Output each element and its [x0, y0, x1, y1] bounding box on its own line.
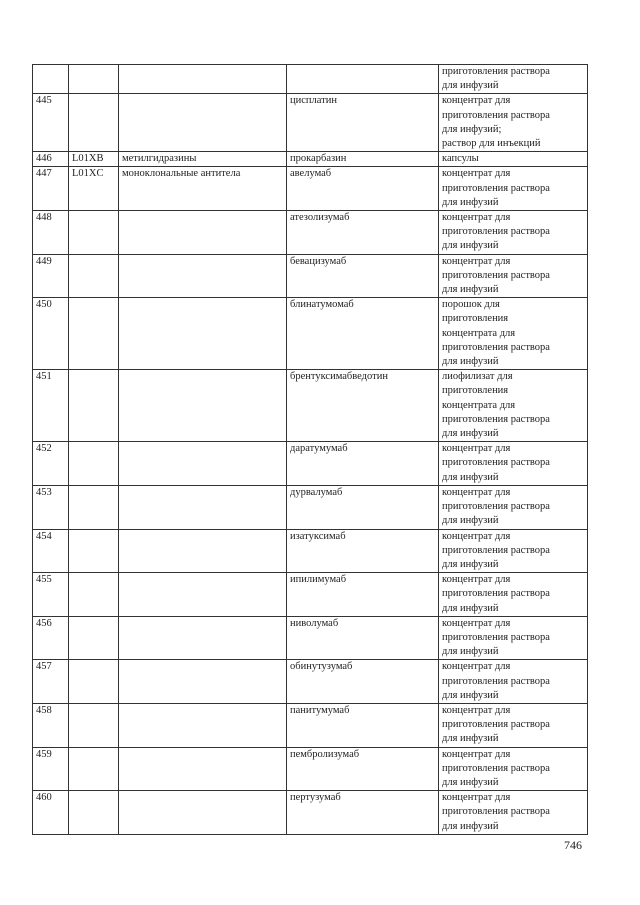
- group-name-cell: [119, 791, 287, 835]
- table-row: [33, 791, 588, 835]
- atc-code-cell: [69, 94, 119, 152]
- table-row: [33, 211, 588, 255]
- row-number-cell: 447: [33, 167, 69, 211]
- dosage-form-cell: концентрат для приготовления раствора для инфузий: [439, 485, 588, 529]
- row-number-cell: 450: [33, 298, 69, 370]
- drug-name-cell: пертузумаб: [287, 791, 439, 835]
- drug-name-cell: изатуксимаб: [287, 529, 439, 573]
- dosage-form-cell: приготовления раствора для инфузий: [439, 65, 588, 94]
- atc-code-cell: [69, 747, 119, 791]
- drug-name-cell: пембролизумаб: [287, 747, 439, 791]
- dosage-form-cell: концентрат для приготовления раствора для инфузий: [439, 660, 588, 704]
- drug-name-cell: блинатумомаб: [287, 298, 439, 370]
- dosage-form-cell: капсулы: [439, 152, 588, 167]
- row-number-cell: 446: [33, 152, 69, 167]
- drug-name-cell: панитумумаб: [287, 703, 439, 747]
- drug-name-cell: ипилимумаб: [287, 573, 439, 617]
- group-name-cell: [119, 703, 287, 747]
- atc-code-cell: [69, 791, 119, 835]
- group-name-cell: моноклональные антитела: [119, 167, 287, 211]
- drug-name-cell: атезолизумаб: [287, 211, 439, 255]
- dosage-form-cell: концентрат для приготовления раствора для инфузий: [439, 167, 588, 211]
- group-name-cell: [119, 442, 287, 486]
- table-row: [33, 703, 588, 747]
- group-name-cell: [119, 370, 287, 442]
- table-row: [33, 616, 588, 660]
- table-row: [33, 254, 588, 298]
- table-row: [33, 370, 588, 442]
- atc-code-cell: [69, 485, 119, 529]
- row-number-cell: 455: [33, 573, 69, 617]
- dosage-form-cell: концентрат для приготовления раствора для инфузий: [439, 703, 588, 747]
- atc-code-cell: L01XB: [69, 152, 119, 167]
- atc-code-cell: [69, 660, 119, 704]
- group-name-cell: [119, 529, 287, 573]
- dosage-form-cell: концентрат для приготовления раствора для инфузий: [439, 254, 588, 298]
- table-row: [33, 167, 588, 211]
- dosage-form-cell: концентрат для приготовления раствора для инфузий: [439, 616, 588, 660]
- table-row: [33, 529, 588, 573]
- group-name-cell: [119, 298, 287, 370]
- drug-name-cell: цисплатин: [287, 94, 439, 152]
- row-number-cell: 454: [33, 529, 69, 573]
- dosage-form-cell: порошок для приготовления концентрата для приготовления раствора для инфузий: [439, 298, 588, 370]
- atc-code-cell: [69, 211, 119, 255]
- atc-code-cell: [69, 529, 119, 573]
- atc-code-cell: [69, 703, 119, 747]
- drug-name-cell: дурвалумаб: [287, 485, 439, 529]
- page-number: 746: [564, 838, 582, 852]
- table-row: [33, 94, 588, 152]
- atc-code-cell: [69, 65, 119, 94]
- group-name-cell: [119, 211, 287, 255]
- drug-name-cell: [287, 65, 439, 94]
- group-name-cell: [119, 65, 287, 94]
- atc-code-cell: [69, 573, 119, 617]
- table-row: [33, 442, 588, 486]
- row-number-cell: 456: [33, 616, 69, 660]
- group-name-cell: [119, 94, 287, 152]
- atc-code-cell: [69, 298, 119, 370]
- dosage-form-cell: концентрат для приготовления раствора для инфузий: [439, 747, 588, 791]
- table-row: [33, 573, 588, 617]
- row-number-cell: 453: [33, 485, 69, 529]
- dosage-form-cell: концентрат для приготовления раствора для инфузий: [439, 211, 588, 255]
- row-number-cell: 459: [33, 747, 69, 791]
- group-name-cell: [119, 485, 287, 529]
- row-number-cell: [33, 65, 69, 94]
- drug-name-cell: обинутузумаб: [287, 660, 439, 704]
- row-number-cell: 457: [33, 660, 69, 704]
- drug-name-cell: брентуксимабведотин: [287, 370, 439, 442]
- row-number-cell: 445: [33, 94, 69, 152]
- atc-code-cell: L01XC: [69, 167, 119, 211]
- drug-name-cell: даратумумаб: [287, 442, 439, 486]
- table-row: [33, 747, 588, 791]
- row-number-cell: 460: [33, 791, 69, 835]
- drug-name-cell: бевацизумаб: [287, 254, 439, 298]
- atc-code-cell: [69, 370, 119, 442]
- row-number-cell: 458: [33, 703, 69, 747]
- row-number-cell: 449: [33, 254, 69, 298]
- dosage-form-cell: концентрат для приготовления раствора для инфузий; раствор для инъекций: [439, 94, 588, 152]
- row-number-cell: 448: [33, 211, 69, 255]
- dosage-form-cell: концентрат для приготовления раствора для инфузий: [439, 573, 588, 617]
- table-row: [33, 65, 588, 94]
- dosage-form-cell: концентрат для приготовления раствора для инфузий: [439, 442, 588, 486]
- drug-name-cell: авелумаб: [287, 167, 439, 211]
- group-name-cell: [119, 616, 287, 660]
- group-name-cell: [119, 747, 287, 791]
- group-name-cell: [119, 660, 287, 704]
- group-name-cell: метилгидразины: [119, 152, 287, 167]
- table-row: [33, 485, 588, 529]
- atc-code-cell: [69, 254, 119, 298]
- atc-code-cell: [69, 442, 119, 486]
- dosage-form-cell: концентрат для приготовления раствора для инфузий: [439, 529, 588, 573]
- drug-name-cell: прокарбазин: [287, 152, 439, 167]
- dosage-form-cell: концентрат для приготовления раствора для инфузий: [439, 791, 588, 835]
- atc-code-cell: [69, 616, 119, 660]
- table-body: [33, 65, 588, 835]
- table-row: [33, 298, 588, 370]
- dosage-form-cell: лиофилизат для приготовления концентрата для приготовления раствора для инфузий: [439, 370, 588, 442]
- drug-name-cell: ниволумаб: [287, 616, 439, 660]
- drug-registry-table: [32, 64, 588, 835]
- table-row: [33, 152, 588, 167]
- group-name-cell: [119, 254, 287, 298]
- table-row: [33, 660, 588, 704]
- row-number-cell: 452: [33, 442, 69, 486]
- row-number-cell: 451: [33, 370, 69, 442]
- group-name-cell: [119, 573, 287, 617]
